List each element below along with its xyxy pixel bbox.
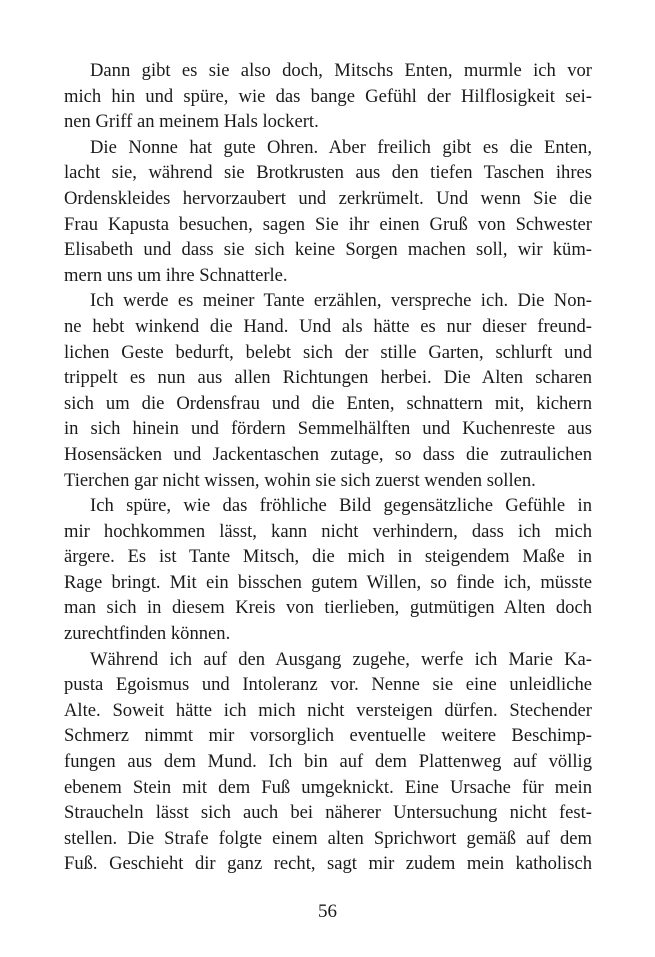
body-text <box>64 58 592 877</box>
text-line: zurechtfinden können. <box>64 623 231 645</box>
text-line: ne hebt winkend die Hand. Und als hätte es nur dieser freund- <box>64 315 592 337</box>
text-line: Tierchen gar nicht wissen, wohin sie sich zuerst wenden sollen. <box>64 469 536 491</box>
text-line: Frau Kapusta besuchen, sagen Sie ihr einen Gruß von Schwester <box>64 213 592 235</box>
text-line: Ich spüre, wie das fröhliche Bild gegensätzliche Gefühle in <box>90 495 592 517</box>
text-line: mern uns um ihre Schnatterle. <box>64 264 288 286</box>
text-line: Die Nonne hat gute Ohren. Aber freilich gibt es die Enten, <box>90 136 592 158</box>
text-line: man sich in diesem Kreis von tierlieben, gutmütigen Alten doch <box>64 597 592 619</box>
text-line: Elisabeth und dass sie sich keine Sorgen machen soll, wir küm- <box>64 239 592 261</box>
text-line: mir hochkommen lässt, kann nicht verhindern, dass ich mich <box>64 520 592 542</box>
text-line: Fuß. Geschieht dir ganz recht, sagt mir zudem mein katholisch <box>64 853 592 875</box>
text-line: nen Griff an meinem Hals lockert. <box>64 111 319 133</box>
text-line: Ich werde es meiner Tante erzählen, verspreche ich. Die Non- <box>90 290 592 312</box>
text-line: Alte. Soweit hätte ich mich nicht versteigen dürfen. Stechender <box>64 699 592 721</box>
text-line: fungen aus dem Mund. Ich bin auf dem Plattenweg auf völlig <box>64 751 592 773</box>
text-line: Straucheln lässt sich auch bei näherer Untersuchung nicht fest- <box>64 802 592 824</box>
text-line: sich um die Ordensfrau und die Enten, schnattern mit, kichern <box>64 392 592 414</box>
page-number: 56 <box>318 901 337 922</box>
text-line: Hosensäcken und Jackentaschen zutage, so dass die zutraulichen <box>64 443 592 465</box>
text-line: in sich hinein und fördern Semmelhälften und Kuchenreste aus <box>64 418 592 440</box>
text-line: Rage bringt. Mit ein bisschen gutem Willen, so finde ich, müsste <box>64 571 592 593</box>
text-line: Ordenskleides hervorzaubert und zerkrümelt. Und wenn Sie die <box>64 187 592 209</box>
text-line: lacht sie, während sie Brotkrusten aus den tiefen Taschen ihres <box>64 162 592 184</box>
text-line: trippelt es nun aus allen Richtungen herbei. Die Alten scharen <box>64 367 592 389</box>
text-line: stellen. Die Strafe folgte einem alten Sprichwort gemäß auf dem <box>64 827 592 849</box>
text-line: Dann gibt es sie also doch, Mitschs Enten, murmle ich vor <box>90 60 592 81</box>
text-line: ebenem Stein mit dem Fuß umgeknickt. Eine Ursache für mein <box>64 776 592 798</box>
text-line: pusta Egoismus und Intoleranz vor. Nenne sie eine unleidliche <box>64 674 592 696</box>
text-line: mich hin und spüre, wie das bange Gefühl der Hilflosigkeit sei- <box>64 85 592 107</box>
text-line: Schmerz nimmt mir vorsorglich eventuelle weitere Beschimp- <box>64 725 592 747</box>
text-line: lichen Geste bedurft, belebt sich der stille Garten, schlurft und <box>64 341 592 363</box>
text-line: Während ich auf den Ausgang zugehe, werfe ich Marie Ka- <box>90 648 592 670</box>
text-line: ärgere. Es ist Tante Mitsch, die mich in steigendem Maße in <box>64 546 592 568</box>
